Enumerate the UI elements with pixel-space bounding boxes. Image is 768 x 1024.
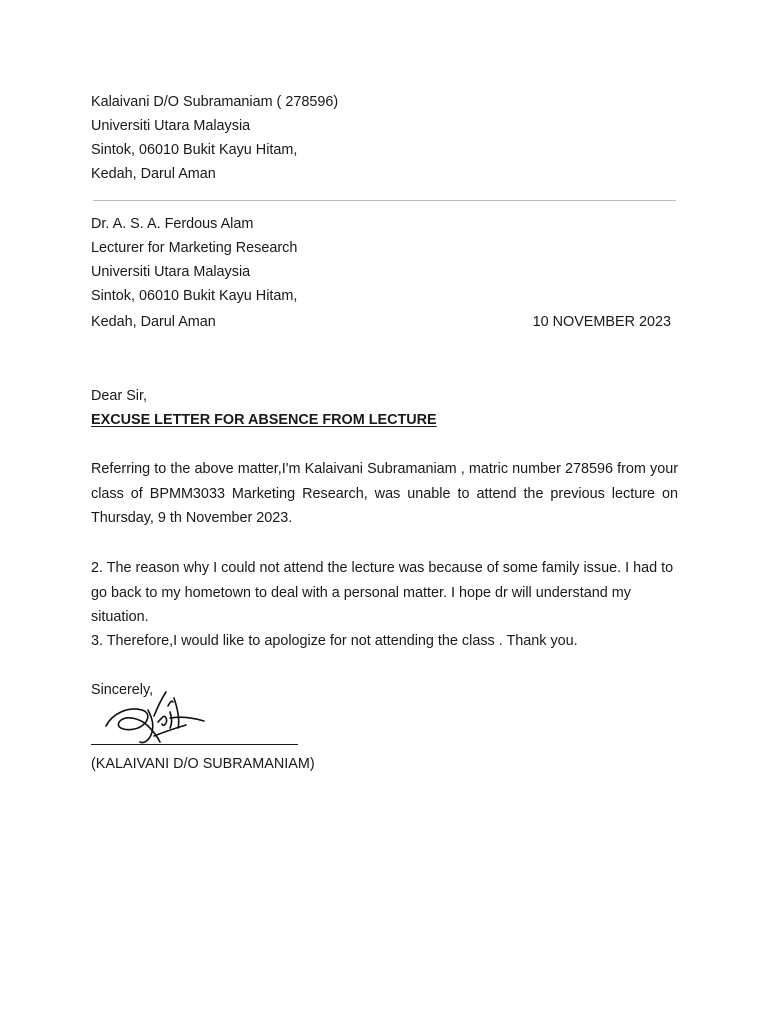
recipient-name: Dr. A. S. A. Ferdous Alam bbox=[91, 216, 254, 232]
body-paragraph-3: 3. Therefore,I would like to apologize for not attending the class . Thank you. bbox=[91, 633, 578, 649]
sender-name: Kalaivani D/O Subramaniam ( 278596) bbox=[91, 94, 339, 110]
signature-line bbox=[91, 744, 298, 745]
body-paragraph-2: 2. The reason why I could not attend the lecture was because of some family issue. I had to go back to my hometown to deal with a personal matter. I hope dr will understand my situation. bbox=[91, 560, 674, 625]
salutation: Dear Sir, bbox=[91, 388, 147, 404]
letter-date: 10 NOVEMBER 2023 bbox=[532, 314, 671, 330]
recipient-address: Sintok, 06010 Bukit Kayu Hitam, bbox=[91, 288, 298, 304]
recipient-title: Lecturer for Marketing Research bbox=[91, 240, 298, 256]
sender-address: Sintok, 06010 Bukit Kayu Hitam, bbox=[91, 142, 298, 158]
signature-icon bbox=[98, 688, 206, 746]
sender-institution: Universiti Utara Malaysia bbox=[91, 118, 251, 134]
body-paragraph-1: Referring to the above matter,I'm Kalaivani Subramaniam , matric number 278596 from your class of BPMM3033 Marketing Research, was unable to attend the previous lecture on Thursday, 9 th November 2023. bbox=[91, 461, 678, 526]
recipient-institution: Universiti Utara Malaysia bbox=[91, 264, 251, 280]
signer-name: (KALAIVANI D/O SUBRAMANIAM) bbox=[91, 756, 315, 772]
header-divider bbox=[93, 200, 676, 201]
subject-heading: EXCUSE LETTER FOR ABSENCE FROM LECTURE bbox=[91, 412, 437, 428]
sender-state: Kedah, Darul Aman bbox=[91, 166, 216, 182]
closing: Sincerely, bbox=[91, 682, 154, 698]
recipient-state: Kedah, Darul Aman bbox=[91, 314, 216, 330]
